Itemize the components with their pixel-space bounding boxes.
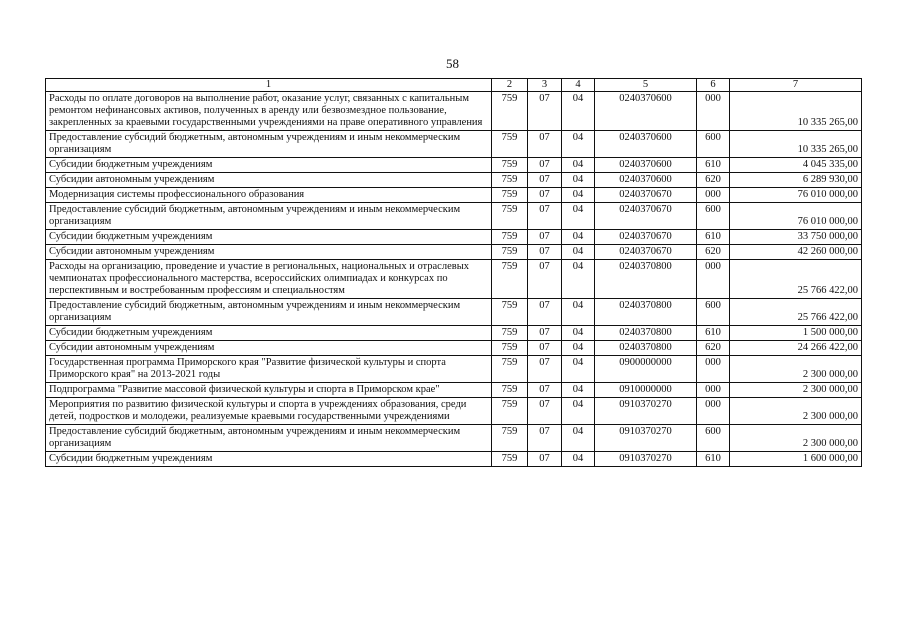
section-code: 07 [528, 131, 562, 158]
target-article-code: 0910370270 [595, 452, 697, 467]
column-header: 1 [46, 79, 492, 92]
section-code: 07 [528, 245, 562, 260]
target-article-code: 0240370600 [595, 131, 697, 158]
subsection-code: 04 [562, 452, 595, 467]
expense-type-code: 620 [697, 341, 730, 356]
row-description: Подпрограмма "Развитие массовой физической культуры и спорта в Приморском крае" [46, 383, 492, 398]
table-row [46, 92, 862, 131]
ministry-code: 759 [492, 173, 528, 188]
amount: 33 750 000,00 [730, 230, 862, 245]
table-row [46, 173, 862, 188]
expense-type-code: 610 [697, 452, 730, 467]
subsection-code: 04 [562, 356, 595, 383]
target-article-code: 0240370600 [595, 173, 697, 188]
expense-type-code: 610 [697, 158, 730, 173]
expense-type-code: 610 [697, 230, 730, 245]
row-description: Субсидии автономным учреждениям [46, 245, 492, 260]
column-header: 6 [697, 79, 730, 92]
expense-type-code: 600 [697, 203, 730, 230]
ministry-code: 759 [492, 299, 528, 326]
amount: 10 335 265,00 [730, 131, 862, 158]
section-code: 07 [528, 341, 562, 356]
table-row [46, 203, 862, 230]
section-code: 07 [528, 425, 562, 452]
row-description: Субсидии бюджетным учреждениям [46, 452, 492, 467]
target-article-code: 0240370670 [595, 245, 697, 260]
table-row [46, 260, 862, 299]
row-description: Предоставление субсидий бюджетным, автономным учреждениям и иным некоммерческим организациям [46, 131, 492, 158]
expense-type-code: 620 [697, 245, 730, 260]
row-description: Государственная программа Приморского края "Развитие физической культуры и спорта Приморского края" на 2013-2021 годы [46, 356, 492, 383]
section-code: 07 [528, 188, 562, 203]
ministry-code: 759 [492, 425, 528, 452]
subsection-code: 04 [562, 245, 595, 260]
expense-type-code: 600 [697, 425, 730, 452]
amount: 2 300 000,00 [730, 383, 862, 398]
expense-type-code: 000 [697, 92, 730, 131]
ministry-code: 759 [492, 398, 528, 425]
section-code: 07 [528, 203, 562, 230]
table-row [46, 383, 862, 398]
budget-table [45, 78, 862, 467]
target-article-code: 0910370270 [595, 398, 697, 425]
subsection-code: 04 [562, 260, 595, 299]
section-code: 07 [528, 452, 562, 467]
target-article-code: 0910370270 [595, 425, 697, 452]
table-row [46, 230, 862, 245]
section-code: 07 [528, 230, 562, 245]
ministry-code: 759 [492, 245, 528, 260]
ministry-code: 759 [492, 326, 528, 341]
subsection-code: 04 [562, 230, 595, 245]
table-row [46, 299, 862, 326]
section-code: 07 [528, 398, 562, 425]
section-code: 07 [528, 173, 562, 188]
ministry-code: 759 [492, 92, 528, 131]
table-row [46, 326, 862, 341]
row-description: Расходы на организацию, проведение и участие в региональных, национальных и отраслевых чемпионатах профессионального мастерства, всероссийских олимпиадах и конкурсах по перспективным и востребованным профессиям и специальностям [46, 260, 492, 299]
expense-type-code: 610 [697, 326, 730, 341]
ministry-code: 759 [492, 230, 528, 245]
table-row [46, 131, 862, 158]
row-description: Субсидии автономным учреждениям [46, 341, 492, 356]
amount: 1 500 000,00 [730, 326, 862, 341]
header-row [46, 79, 862, 92]
subsection-code: 04 [562, 92, 595, 131]
amount: 2 300 000,00 [730, 356, 862, 383]
column-header: 4 [562, 79, 595, 92]
amount: 4 045 335,00 [730, 158, 862, 173]
amount: 10 335 265,00 [730, 92, 862, 131]
section-code: 07 [528, 383, 562, 398]
table-row [46, 188, 862, 203]
target-article-code: 0240370800 [595, 341, 697, 356]
ministry-code: 759 [492, 203, 528, 230]
target-article-code: 0240370670 [595, 188, 697, 203]
column-header: 2 [492, 79, 528, 92]
subsection-code: 04 [562, 203, 595, 230]
subsection-code: 04 [562, 131, 595, 158]
target-article-code: 0240370800 [595, 260, 697, 299]
subsection-code: 04 [562, 299, 595, 326]
subsection-code: 04 [562, 326, 595, 341]
column-header: 7 [730, 79, 862, 92]
row-description: Субсидии бюджетным учреждениям [46, 158, 492, 173]
amount: 25 766 422,00 [730, 299, 862, 326]
ministry-code: 759 [492, 188, 528, 203]
expense-type-code: 000 [697, 260, 730, 299]
ministry-code: 759 [492, 356, 528, 383]
expense-type-code: 000 [697, 383, 730, 398]
amount: 2 300 000,00 [730, 398, 862, 425]
section-code: 07 [528, 92, 562, 131]
expense-type-code: 000 [697, 188, 730, 203]
section-code: 07 [528, 356, 562, 383]
subsection-code: 04 [562, 383, 595, 398]
ministry-code: 759 [492, 131, 528, 158]
section-code: 07 [528, 299, 562, 326]
row-description: Предоставление субсидий бюджетным, автономным учреждениям и иным некоммерческим организациям [46, 425, 492, 452]
row-description: Субсидии автономным учреждениям [46, 173, 492, 188]
amount: 25 766 422,00 [730, 260, 862, 299]
target-article-code: 0240370800 [595, 299, 697, 326]
table-row [46, 356, 862, 383]
subsection-code: 04 [562, 341, 595, 356]
ministry-code: 759 [492, 452, 528, 467]
ministry-code: 759 [492, 158, 528, 173]
amount: 42 260 000,00 [730, 245, 862, 260]
expense-type-code: 600 [697, 299, 730, 326]
expense-type-code: 000 [697, 398, 730, 425]
table-row [46, 341, 862, 356]
amount: 1 600 000,00 [730, 452, 862, 467]
expense-type-code: 620 [697, 173, 730, 188]
target-article-code: 0240370600 [595, 92, 697, 131]
table-row [46, 452, 862, 467]
target-article-code: 0900000000 [595, 356, 697, 383]
table-row [46, 425, 862, 452]
amount: 24 266 422,00 [730, 341, 862, 356]
target-article-code: 0240370600 [595, 158, 697, 173]
amount: 76 010 000,00 [730, 188, 862, 203]
target-article-code: 0240370670 [595, 230, 697, 245]
section-code: 07 [528, 260, 562, 299]
target-article-code: 0240370670 [595, 203, 697, 230]
ministry-code: 759 [492, 260, 528, 299]
table-row [46, 245, 862, 260]
subsection-code: 04 [562, 158, 595, 173]
row-description: Субсидии бюджетным учреждениям [46, 326, 492, 341]
section-code: 07 [528, 326, 562, 341]
row-description: Предоставление субсидий бюджетным, автономным учреждениям и иным некоммерческим организациям [46, 299, 492, 326]
expense-type-code: 600 [697, 131, 730, 158]
subsection-code: 04 [562, 425, 595, 452]
row-description: Модернизация системы профессионального образования [46, 188, 492, 203]
expense-type-code: 000 [697, 356, 730, 383]
target-article-code: 0910000000 [595, 383, 697, 398]
amount: 2 300 000,00 [730, 425, 862, 452]
row-description: Расходы по оплате договоров на выполнение работ, оказание услуг, связанных с капитальным ремонтом нефинансовых активов, полученных в аренду или безвозмездное пользование, закрепленных за краевыми государственными учреждениями на праве оперативного управления [46, 92, 492, 131]
page-number: 58 [446, 56, 459, 71]
row-description: Мероприятия по развитию физической культуры и спорта в учреждениях образования, среди детей, подростков и молодежи, реализуемые краевыми государственными учреждениями [46, 398, 492, 425]
ministry-code: 759 [492, 341, 528, 356]
subsection-code: 04 [562, 188, 595, 203]
ministry-code: 759 [492, 383, 528, 398]
row-description: Предоставление субсидий бюджетным, автономным учреждениям и иным некоммерческим организациям [46, 203, 492, 230]
table-row [46, 158, 862, 173]
section-code: 07 [528, 158, 562, 173]
column-header: 5 [595, 79, 697, 92]
subsection-code: 04 [562, 398, 595, 425]
column-header: 3 [528, 79, 562, 92]
row-description: Субсидии бюджетным учреждениям [46, 230, 492, 245]
target-article-code: 0240370800 [595, 326, 697, 341]
amount: 76 010 000,00 [730, 203, 862, 230]
subsection-code: 04 [562, 173, 595, 188]
table-row [46, 398, 862, 425]
amount: 6 289 930,00 [730, 173, 862, 188]
